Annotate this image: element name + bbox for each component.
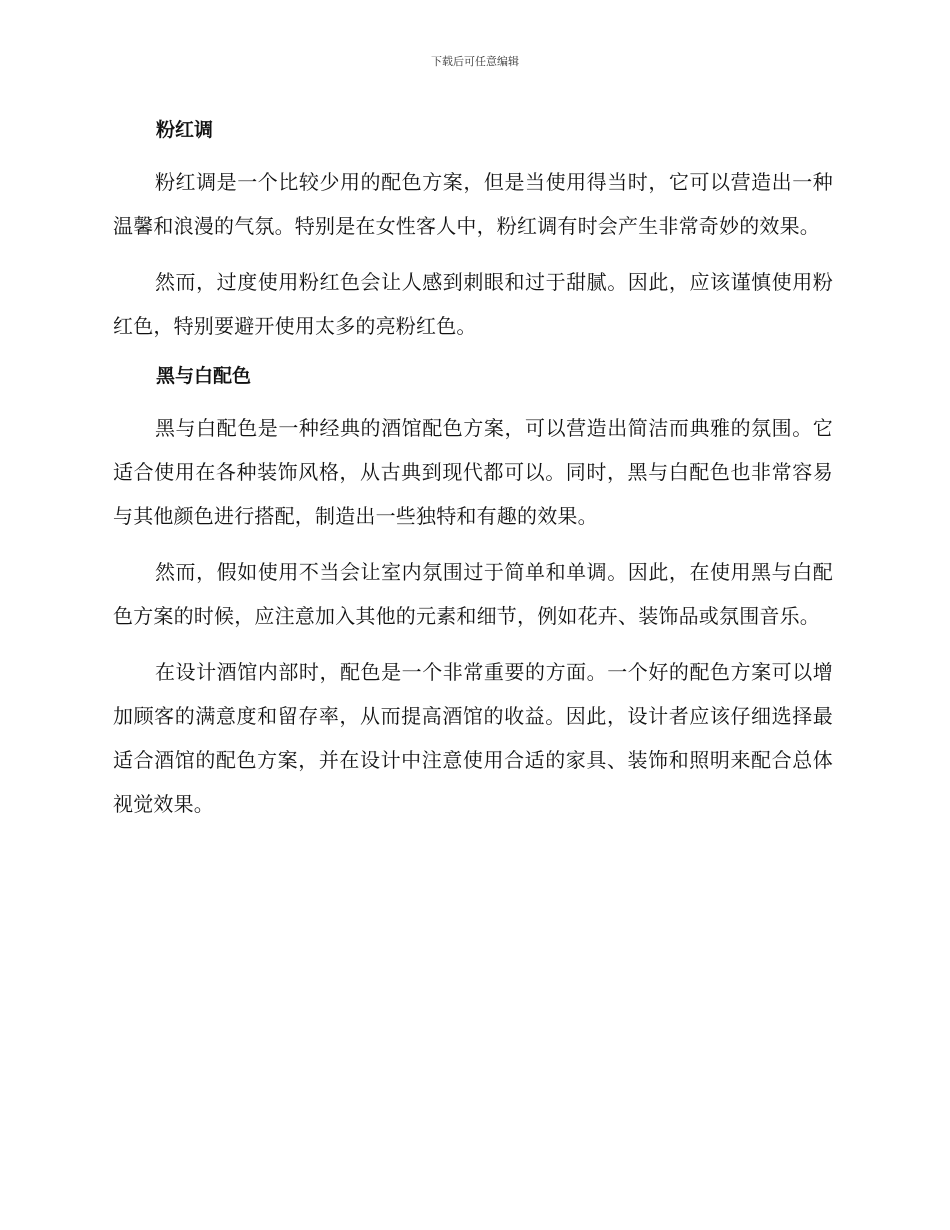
section-heading-black-white: 黑与白配色 <box>156 365 252 387</box>
paragraph: 然而，假如使用不当会让室内氛围过于简单和单调。因此，在使用黑与白配色方案的时候，应注意加入其他的元素和细节，例如花卉、装饰品或氛围音乐。 <box>113 560 833 628</box>
document-body <box>113 114 833 838</box>
paragraph: 粉红调是一个比较少用的配色方案，但是当使用得当时，它可以营造出一种温馨和浪漫的气氛。特别是在女性客人中，粉红调有时会产生非常奇妙的效果。 <box>113 170 833 238</box>
paragraph: 在设计酒馆内部时，配色是一个非常重要的方面。一个好的配色方案可以增加顾客的满意度和留存率，从而提高酒馆的收益。因此，设计者应该仔细选择最适合酒馆的配色方案，并在设计中注意使用合适的家具、装饰和照明来配合总体视觉效果。 <box>113 660 833 816</box>
paragraph: 黑与白配色是一种经典的酒馆配色方案，可以营造出简洁而典雅的氛围。它适合使用在各种装饰风格，从古典到现代都可以。同时，黑与白配色也非常容易与其他颜色进行搭配，制造出一些独特和有趣的效果。 <box>113 416 833 528</box>
page-header: 下载后可任意编辑 <box>431 55 519 68</box>
section-heading-pink: 粉红调 <box>156 119 214 141</box>
paragraph: 然而，过度使用粉红色会让人感到刺眼和过于甜腻。因此，应该谨慎使用粉红色，特别要避开使用太多的亮粉红色。 <box>113 270 833 338</box>
